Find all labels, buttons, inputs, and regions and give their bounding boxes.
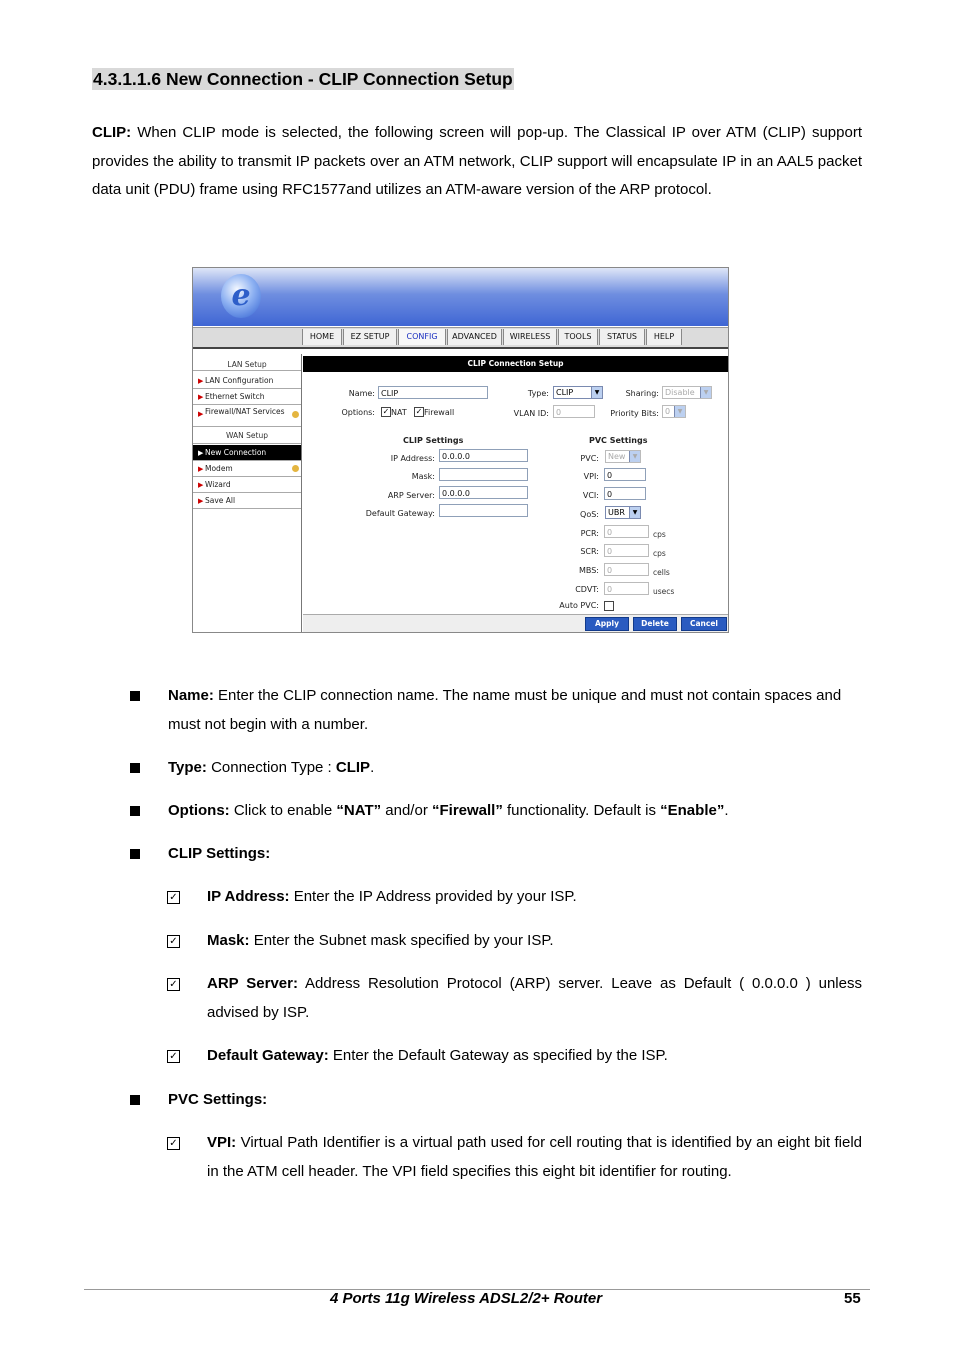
panel-title: CLIP Connection Setup (303, 356, 728, 372)
sidebar-item-label: LAN Configuration (205, 376, 274, 385)
vpi-label: VPI: (583, 472, 599, 481)
auto-pvc-label: Auto PVC: (559, 601, 599, 610)
qos-select-value: UBR (608, 508, 625, 517)
scr-input[interactable]: 0 (604, 544, 649, 557)
ip-address-input[interactable]: 0.0.0.0 (439, 449, 528, 462)
expand-icon (292, 465, 299, 472)
pvc-label: PVC: (580, 454, 599, 463)
router-nav (193, 327, 728, 349)
bullet-clip-settings (168, 840, 270, 869)
bullet-label: ARP Server: (207, 975, 298, 992)
sidebar-wan-header: WAN Setup (193, 428, 301, 444)
bullet-square-icon (130, 1095, 140, 1105)
sidebar-item-label: Firewall/NAT Services (205, 407, 285, 416)
arrow-icon: ▶ (198, 465, 204, 473)
bullet-label: CLIP Settings: (168, 845, 271, 862)
bullet-square-icon (130, 849, 140, 859)
bullet-text: Enter the IP Address provided by your ISP. (289, 888, 577, 905)
checkbox-icon: ✓ (167, 1050, 180, 1063)
tab-config[interactable]: CONFIG (398, 329, 446, 345)
vpi-input[interactable]: 0 (604, 468, 646, 481)
tab-advanced[interactable]: ADVANCED (447, 329, 502, 345)
pcr-unit: cps (653, 530, 666, 539)
arrow-icon: ▶ (198, 393, 204, 401)
pcr-input[interactable]: 0 (604, 525, 649, 538)
sidebar-item-save-all[interactable] (193, 493, 301, 509)
arrow-icon: ▶ (198, 449, 204, 457)
vlan-id-input[interactable]: 0 (553, 405, 595, 418)
vci-label: VCI: (582, 491, 599, 500)
bullet-text: Address Resolution Protocol (ARP) server. Leave as Default ( 0.0.0.0 ) unless advised by ISP. (207, 975, 862, 1021)
bullet-label: VPI: (207, 1134, 237, 1151)
chevron-down-icon: ▼ (700, 387, 711, 398)
router-sidebar (193, 354, 302, 633)
bullet-label: Type: (168, 759, 207, 776)
bullet-label: IP Address: (207, 888, 290, 905)
bullet-text: Click to enable (229, 802, 337, 819)
pvc-select-value: New (608, 452, 626, 461)
mask-label: Mask: (411, 472, 435, 481)
chevron-down-icon: ▼ (674, 406, 685, 417)
bullet-default: “Enable” (660, 802, 725, 819)
page-number: 55 (844, 1290, 861, 1307)
bullet-text: Connection Type : (206, 759, 336, 776)
intro-text: When CLIP mode is selected, the following screen will pop-up. The Classical IP over ATM (CLIP) support provides the ability to transmit IP packets over an ATM network, CLIP support will encapsulate IP in an AAL5 packet data unit (PDU) frame using RFC1577and utilizes an ATM-aware version of the ARP protocol. (92, 124, 862, 199)
sidebar-item-label: Ethernet Switch (205, 392, 265, 401)
tab-help[interactable]: HELP (646, 329, 682, 345)
tab-wireless[interactable]: WIRELESS (503, 329, 557, 345)
chevron-down-icon: ▼ (629, 451, 640, 462)
priority-bits-label: Priority Bits: (610, 409, 659, 418)
default-gateway-input[interactable] (439, 504, 528, 517)
tab-ez-setup[interactable]: EZ SETUP (343, 329, 397, 345)
arp-server-input[interactable]: 0.0.0.0 (439, 486, 528, 499)
router-logo: e (221, 274, 261, 318)
cdvt-input[interactable]: 0 (604, 582, 649, 595)
bullet-text: Enter the Default Gateway as specified by the ISP. (328, 1047, 668, 1064)
qos-label: QoS: (580, 510, 599, 519)
sidebar-item-wizard[interactable] (193, 477, 301, 493)
vci-input[interactable]: 0 (604, 487, 646, 500)
bullet-default-gateway (207, 1042, 668, 1071)
arp-server-label: ARP Server: (387, 491, 435, 500)
sidebar-item-lan-configuration[interactable] (193, 373, 301, 389)
arrow-icon: ▶ (198, 481, 204, 489)
cancel-button[interactable]: Cancel (681, 617, 727, 631)
section-title: 4.3.1.1.6 New Connection - CLIP Connection Setup (93, 69, 513, 89)
sidebar-item-firewall-nat[interactable] (193, 405, 301, 427)
chevron-down-icon: ▼ (629, 507, 640, 518)
intro-paragraph (92, 119, 862, 205)
cdvt-label: CDVT: (575, 585, 599, 594)
expand-icon (292, 411, 299, 418)
delete-button[interactable]: Delete (633, 617, 677, 631)
router-screenshot (192, 267, 729, 633)
priority-bits-select[interactable] (662, 405, 686, 418)
type-label: Type: (527, 389, 549, 398)
nat-checkbox[interactable]: ✓ (382, 407, 390, 416)
bullet-vpi (207, 1129, 862, 1186)
bullet-text: Virtual Path Identifier is a virtual path used for cell routing that is identified by an eight bit field in the ATM cell header. The VPI field specifies this eight bit identifier for routing. (207, 1134, 862, 1180)
mbs-input[interactable]: 0 (604, 563, 649, 576)
scr-label: SCR: (580, 547, 599, 556)
scr-unit: cps (653, 549, 666, 558)
bullet-text: Enter the Subnet mask specified by your ISP. (249, 932, 554, 949)
vlan-id-label: VLAN ID: (513, 409, 549, 418)
bullet-label: Mask: (207, 932, 250, 949)
firewall-label: Firewall (424, 408, 455, 417)
footer-title: 4 Ports 11g Wireless ADSL2/2+ Router (330, 1290, 603, 1307)
default-gateway-label: Default Gateway: (365, 509, 435, 518)
name-label: Name: (348, 389, 375, 398)
tab-tools[interactable]: TOOLS (558, 329, 598, 345)
pvc-settings-header: PVC Settings (589, 436, 648, 445)
bullet-text: and/or (381, 802, 432, 819)
auto-pvc-checkbox[interactable] (604, 601, 614, 611)
arrow-icon: ▶ (198, 497, 204, 505)
bullet-label: Options: (168, 802, 230, 819)
sharing-select-value: Disable (665, 388, 695, 397)
type-select-value: CLIP (556, 388, 574, 397)
intro-lead: CLIP: (92, 124, 132, 141)
chevron-down-icon: ▼ (591, 387, 602, 398)
sidebar-item-new-connection[interactable] (193, 445, 301, 461)
bullet-name (168, 682, 862, 739)
arrow-icon: ▶ (198, 377, 204, 385)
bullet-pvc-settings (168, 1086, 267, 1115)
router-banner (193, 268, 728, 326)
bullet-label: PVC Settings: (168, 1091, 268, 1108)
arrow-icon: ▶ (198, 410, 204, 418)
tab-status[interactable]: STATUS (599, 329, 645, 345)
bullet-value: CLIP (335, 759, 371, 776)
button-bar (303, 614, 728, 633)
sidebar-item-label: Save All (205, 496, 236, 505)
sidebar-item-label: Wizard (205, 480, 231, 489)
bullet-end: . (724, 802, 729, 819)
sidebar-item-modem[interactable] (193, 461, 301, 477)
checkbox-icon: ✓ (167, 978, 180, 991)
sidebar-lan-header: LAN Setup (193, 358, 301, 371)
firewall-checkbox[interactable]: ✓ (415, 407, 423, 416)
cdvt-unit: usecs (653, 587, 675, 596)
sidebar-item-label: Modem (205, 464, 233, 473)
mbs-unit: cells (653, 568, 670, 577)
name-input[interactable]: CLIP (378, 386, 488, 399)
ip-address-label: IP Address: (390, 454, 435, 463)
bullet-firewall: “Firewall” (431, 802, 503, 819)
bullet-square-icon (130, 691, 140, 701)
pcr-label: PCR: (580, 529, 599, 538)
checkbox-icon: ✓ (167, 891, 180, 904)
bullet-square-icon (130, 806, 140, 816)
sidebar-item-ethernet-switch[interactable] (193, 389, 301, 405)
mbs-label: MBS: (578, 566, 599, 575)
sidebar-item-label: New Connection (205, 448, 267, 457)
priority-bits-value: 0 (665, 407, 671, 416)
sharing-select[interactable] (662, 386, 712, 399)
mask-input[interactable] (439, 468, 528, 481)
sharing-label: Sharing: (625, 389, 659, 398)
tab-home[interactable]: HOME (302, 329, 342, 345)
bullet-end: . (370, 759, 375, 776)
bullet-label: Default Gateway: (207, 1047, 329, 1064)
qos-select[interactable] (605, 506, 641, 519)
bullet-mask (207, 927, 554, 956)
bullet-label: Name: (168, 687, 214, 704)
clip-settings-header: CLIP Settings (403, 436, 464, 445)
nat-label: NAT (391, 408, 407, 417)
checkbox-icon: ✓ (167, 935, 180, 948)
bullet-text: functionality. Default is (502, 802, 661, 819)
checkbox-icon: ✓ (167, 1137, 180, 1150)
apply-button[interactable]: Apply (585, 617, 629, 631)
bullet-text: Enter the CLIP connection name. The name must be unique and must not contain spaces and must not begin with a number. (168, 687, 842, 733)
bullet-options (168, 797, 729, 826)
pvc-select[interactable] (605, 450, 641, 463)
bullet-nat: “NAT” (336, 802, 382, 819)
bullet-arp-server (207, 970, 862, 1027)
bullet-ip-address (207, 883, 577, 912)
bullet-type (168, 754, 374, 783)
bullet-square-icon (130, 763, 140, 773)
type-select[interactable] (553, 386, 603, 399)
options-label: Options: (341, 408, 375, 417)
